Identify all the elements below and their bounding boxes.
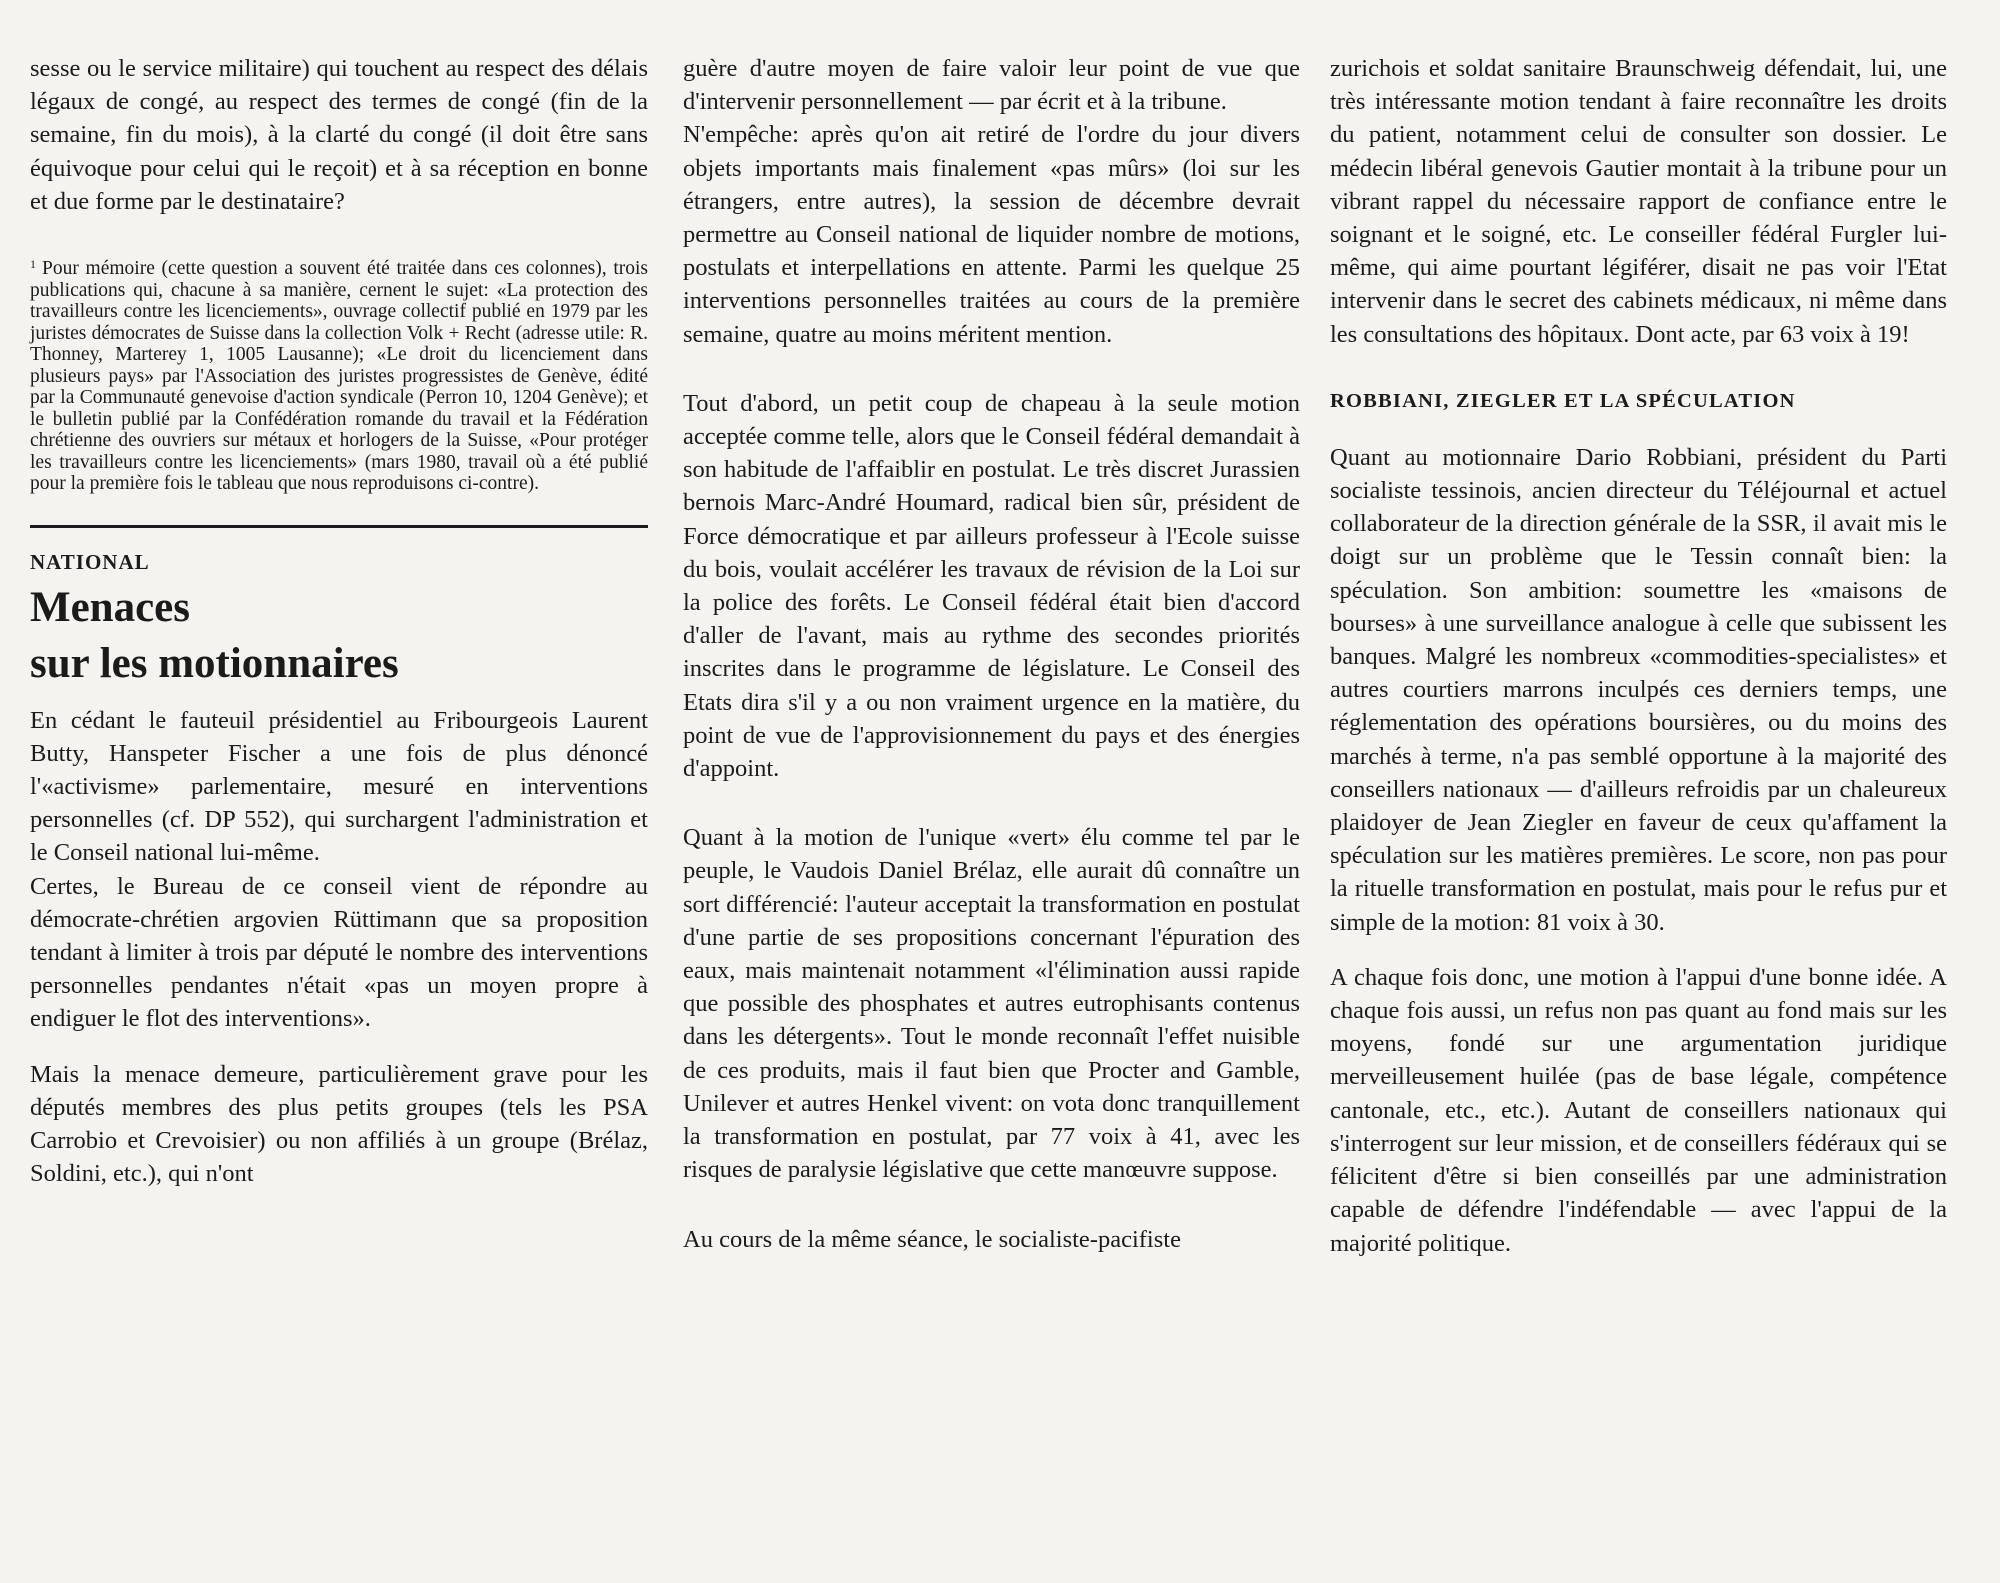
article-paragraph: Quant à la motion de l'unique «vert» élu comme tel par le peuple, le Vaudois Daniel Brélaz, elle aurait dû connaître un sort différencié: l'auteur acceptait la transformation en postulat d'une partie de ses propositions concernant l'épuration des eaux, mais maintenait notamment «l'élimination aussi rapide que possible des phosphates et autres eutrophisants contenus dans les détergents». Tout le monde reconnaît l'effet nuisible de ces produits, mais il faut bien que Procter and Gamble, Unilever et autres Henkel vivent: on vota donc tranquillement la transformation en postulat, par 77 voix à 41, avec les risques de paralysie législative que cette manœuvre suppose. xyxy=(683,824,1300,1184)
article-paragraph: zurichois et soldat sanitaire Braunschweig défendait, lui, une très intéressante motion tendant à faire reconnaître les droits du patient, notamment celui de consulter son dossier. Le médecin libéral genevois Gautier montait à la tribune pour un vibrant rappel du nécessaire rapport de confiance entre le soignant et le soigné, etc. Le conseiller fédéral Furgler lui-même, qui aime pourtant légiférer, disait ne pas voir l'Etat intervenir dans le secret des cabinets médicaux, ni même dans les consultations des hôpitaux. Dont acte, par 63 voix à 19! xyxy=(1330,55,1947,348)
article-paragraph: Mais la menace demeure, particulièrement grave pour les députés membres des plus petits groupes (tels les PSA Carrobio et Crevoisier) ou non affiliés à un groupe (Brélaz, Soldini, etc.), qui n'ont xyxy=(30,1060,648,1188)
article-paragraph: guère d'autre moyen de faire valoir leur point de vue que d'intervenir personnellement — par écrit et à la tribune. xyxy=(683,55,1300,116)
article-paragraph: A chaque fois donc, une motion à l'appui d'une bonne idée. A chaque fois aussi, un refus non pas quant au fond mais sur les moyens, fondé sur une argumentation juridique merveilleusement huilée (pas de base légale, compétence cantonale, etc., etc.). Autant de conseillers nationaux qui s'interrogent sur leur mission, et de conseillers fédéraux qui se félicitent d'être si bien conseillés par une administration capable de défendre l'indéfendable — avec l'appui de la majorité politique. xyxy=(1330,963,1947,1257)
article-paragraph: Tout d'abord, un petit coup de chapeau à la seule motion acceptée comme telle, alors que le Conseil fédéral demandait à son habitude de l'affaiblir en postulat. Le très discret Jurassien bernois Marc-André Houmard, radical bien sûr, président de Force démocratique et par ailleurs professeur à l'Ecole suisse du bois, voulait accélérer les travaux de révision de la Loi sur la police des forêts. Le Conseil fédéral était bien d'accord d'aller de l'avant, mais au rythme des secondes priorités inscrites dans le programme de législature. Le Conseil des Etats dira s'il y a ou non vraiment urgence en la matière, du point de vue de l'approvisionnement du pays et des énergies d'appoint. xyxy=(683,389,1300,783)
headline-line-1: Menaces xyxy=(30,583,190,631)
article-paragraph: Quant au motionnaire Dario Robbiani, président du Parti socialiste tessinois, ancien directeur du Téléjournal et actuel collaborateur de la direction générale de la SSR, il avait mis le doigt sur un problème que le Tessin connaît bien: la spéculation. Son ambition: soumettre les «maisons de bourses» à une surveillance analogue à celle que subissent les banques. Malgré les nombreux «commodities-specialistes» et autres courtiers marrons inculpés ces derniers temps, une réglementation des opérations boursières, ou du moins des marchés à terme, n'a pas semblé opportune à la majorité des conseillers nationaux — d'ailleurs refroidis par un chaleureux plaidoyer de Jean Ziegler en faveur de ceux qu'affament la spéculation sur les matières premières. Le score, non pas pour la rituelle transformation en postulat, mais pour le refus pur et simple de la motion: 81 voix à 30. xyxy=(1330,443,1947,936)
article-paragraph: En cédant le fauteuil présidentiel au Fribourgeois Laurent Butty, Hanspeter Fischer a une fois de plus dénoncé l'«activisme» parlementaire, mesuré en interventions personnelles (cf. DP 552), qui surchargent l'administration et le Conseil national lui-même. xyxy=(30,706,648,867)
column-2 xyxy=(683,52,1300,1256)
article-headline xyxy=(30,580,648,692)
footnote-text: Pour mémoire (cette question a souvent été traitée dans ces colonnes), trois publications qui, chacune à sa manière, cernent le sujet: «La protection des travailleurs contre les licenciements», ouvrage collectif publié en 1979 par les juristes démocrates de Suisse dans la collection Volk + Recht (adresse utile: R. Thonney, Marterey 1, 1005 Lausanne); «Le droit du licenciement dans plusieurs pays» par l'Association des juristes progressistes de Genève, édité par la Communauté genevoise d'action syndicale (Perron 10, 1204 Genève); et le bulletin publié par la Confédération romande du travail et la Fédération chrétienne des ouvriers sur métaux et horlogers de la Suisse, «Pour protéger les travailleurs contre les licenciements» (mars 1980, travail où a été publié pour la première fois le tableau que nous reproduisons ci-contre). xyxy=(30,258,648,495)
article-paragraph: Certes, le Bureau de ce conseil vient de répondre au démocrate-chrétien argovien Rüttimann que sa proposition tendant à limiter à trois par député le nombre des interventions personnelles pendantes n'était «pas un moyen propre à endiguer le flot des interventions». xyxy=(30,872,648,1033)
headline-line-2: sur les motionnaires xyxy=(30,639,399,687)
section-divider xyxy=(30,525,648,528)
section-subheading: ROBBIANI, ZIEGLER ET LA SPÉCULATION xyxy=(1330,389,1796,412)
column-1 xyxy=(30,52,648,1190)
footnote xyxy=(30,254,648,495)
section-rubric: NATIONAL xyxy=(30,549,150,574)
intro-paragraph: sesse ou le service militaire) qui touchent au respect des délais légaux de congé, au respect des termes de congé (fin de la semaine, fin du mois), à la clarté du congé (il doit être sans équivoque pour celui qui le reçoit) et à sa réception en bonne et due forme par le destinataire? xyxy=(30,55,648,215)
footnote-marker: 1 xyxy=(30,257,36,272)
article-paragraph: N'empêche: après qu'on ait retiré de l'ordre du jour divers objets importants mais finalement «pas mûrs» (loi sur les étrangers, entre autres), la session de décembre devrait permettre au Conseil national de liquider nombre de motions, postulats et interpellations en attente. Parmi les quelque 25 interventions personnelles traitées au cours de la première semaine, quatre au moins méritent mention. xyxy=(683,121,1300,348)
article-paragraph: Au cours de la même séance, le socialiste-pacifiste xyxy=(683,1225,1181,1253)
column-3 xyxy=(1330,52,1947,1260)
